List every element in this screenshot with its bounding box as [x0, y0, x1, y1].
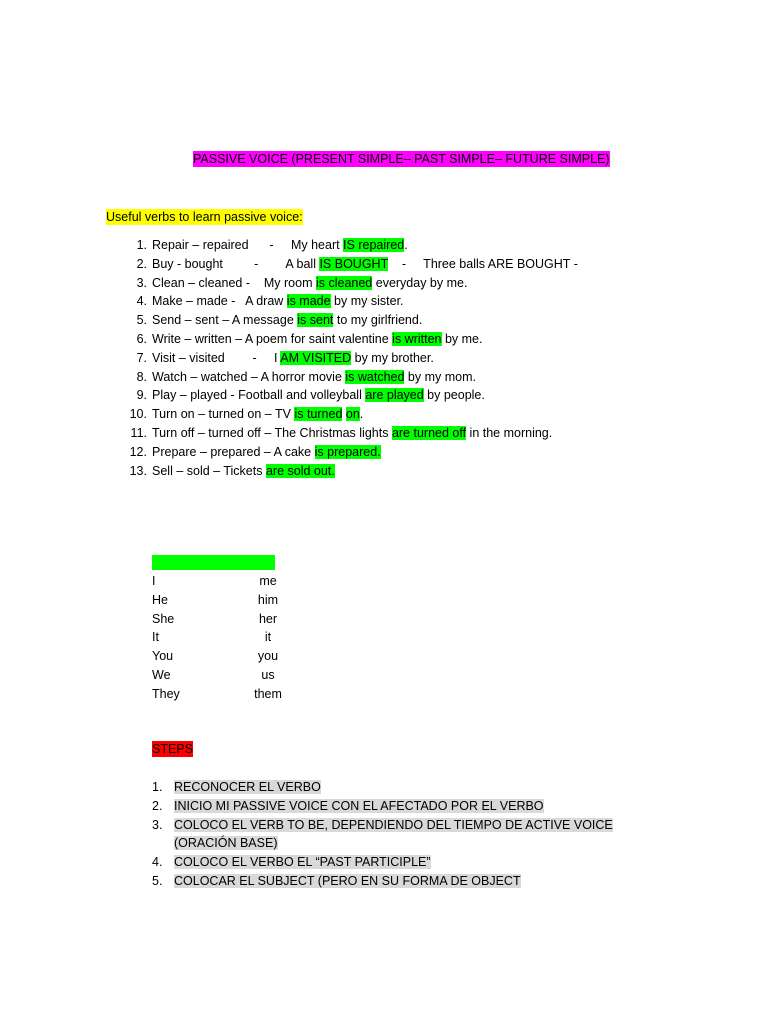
pronoun-row	[152, 685, 352, 704]
step-text: RECONOCER EL VERBO	[174, 780, 321, 794]
subject-pronoun: I	[152, 574, 156, 588]
step-text: COLOCO EL VERB TO BE, DEPENDIENDO DEL TIEMPO DE ACTIVE VOICE (ORACIÓN BASE)	[174, 817, 613, 851]
passive-verb-highlight: are sold out.	[265, 463, 335, 478]
verb-sentence	[152, 443, 381, 462]
sentence-text: .	[359, 407, 364, 422]
sentence-text: in the morning.	[466, 425, 553, 440]
step-text-wrapper	[174, 797, 644, 816]
step-item	[0, 816, 768, 854]
passive-verb-highlight: is turned	[294, 407, 343, 422]
verb-sentence	[152, 405, 363, 424]
pronoun-row	[152, 666, 352, 685]
verb-sentence	[152, 386, 485, 405]
object-pronoun: it	[264, 630, 272, 645]
verb-list-item	[0, 330, 768, 349]
list-number: 10.	[129, 407, 147, 422]
passive-verb-highlight: is watched	[345, 369, 405, 384]
step-number: 4.	[152, 855, 163, 870]
verb-sentence	[152, 368, 476, 387]
verb-list-item	[0, 405, 768, 424]
sentence-text: by my brother.	[351, 350, 434, 365]
object-pronoun: me	[259, 574, 277, 588]
pronoun-table	[152, 572, 352, 704]
verb-list	[0, 236, 768, 480]
passive-verb-highlight: is written	[392, 331, 442, 346]
verb-sentence	[152, 311, 422, 330]
object-pronoun: them	[254, 686, 282, 701]
list-number: 1.	[136, 238, 147, 252]
subject-pronoun: He	[152, 592, 168, 607]
pronoun-row	[152, 647, 352, 666]
page-title: PASSIVE VOICE (PRESENT SIMPLE– PAST SIMPLE– FUTURE SIMPLE)	[193, 152, 610, 166]
steps-label: STEPS	[152, 742, 193, 756]
passive-verb-highlight: are turned off	[391, 425, 467, 440]
step-text-wrapper	[174, 872, 644, 891]
object-pronoun: her	[258, 611, 278, 626]
sentence-text: Clean – cleaned - My room	[152, 275, 316, 290]
steps-list	[0, 778, 768, 891]
verb-sentence	[152, 462, 335, 481]
step-number: 3.	[152, 817, 163, 832]
list-number: 8.	[136, 369, 147, 384]
passive-verb-highlight: is made	[286, 294, 331, 309]
verb-list-item	[0, 462, 768, 481]
subject-pronoun: It	[152, 630, 159, 645]
object-pronoun: him	[257, 592, 279, 607]
passive-verb-highlight: IS repaired	[343, 238, 405, 252]
step-item	[0, 872, 768, 891]
passive-verb-highlight: on	[345, 407, 360, 422]
subject-pronoun: They	[152, 686, 180, 701]
step-text-wrapper	[174, 778, 644, 797]
list-number: 9.	[136, 388, 147, 403]
pronoun-row	[152, 628, 352, 647]
sentence-text: to my girlfriend.	[333, 313, 423, 328]
verb-list-item	[0, 443, 768, 462]
pronoun-row	[152, 610, 352, 629]
subject-pronoun: We	[152, 667, 171, 682]
verb-list-item	[0, 368, 768, 387]
step-number: 2.	[152, 798, 163, 813]
sentence-text: by my sister.	[330, 294, 404, 309]
verb-sentence	[152, 349, 434, 368]
passive-verb-highlight: AM VISITED	[280, 350, 352, 365]
passive-verb-highlight: is sent	[297, 313, 334, 328]
passive-verb-highlight: is cleaned	[315, 275, 373, 290]
passive-verb-highlight: IS BOUGHT	[319, 256, 388, 271]
pronoun-row	[152, 591, 352, 610]
verb-list-item	[0, 292, 768, 311]
sentence-text: Visit – visited - I	[152, 350, 281, 365]
verb-sentence	[152, 292, 404, 311]
sentence-text: - Three balls ARE BOUGHT -	[387, 256, 578, 271]
step-text-wrapper	[174, 853, 644, 872]
passive-verb-highlight: are played	[365, 388, 424, 403]
sentence-text: Sell – sold – Tickets	[152, 463, 266, 478]
sentence-text: by me.	[441, 331, 483, 346]
list-number: 5.	[136, 313, 147, 328]
verb-list-item	[0, 236, 768, 255]
subject-pronoun: You	[152, 649, 174, 664]
step-item	[0, 797, 768, 816]
sentence-text: everyday by me.	[372, 275, 468, 290]
sentence-text: Turn on – turned on – TV	[152, 407, 295, 422]
verb-list-item	[0, 274, 768, 293]
sentence-text: Buy - bought - A ball	[152, 256, 320, 271]
verb-list-item	[0, 386, 768, 405]
verb-list-item	[0, 349, 768, 368]
step-item	[0, 778, 768, 797]
step-text: INICIO MI PASSIVE VOICE CON EL AFECTADO POR EL VERBO	[174, 798, 544, 813]
sentence-text: .	[404, 238, 408, 252]
verb-list-item	[0, 424, 768, 443]
step-text-wrapper	[174, 816, 644, 854]
sentence-text: Play – played - Football and volleyball	[152, 388, 366, 403]
verb-sentence	[152, 255, 578, 274]
sentence-text: Send – sent – A message	[152, 313, 298, 328]
sentence-text: Repair – repaired - My heart	[152, 238, 344, 252]
sentence-text: Write – written – A poem for saint valentine	[152, 331, 393, 346]
sentence-text: Make – made - A draw	[152, 294, 287, 309]
verb-list-item	[0, 311, 768, 330]
list-number: 3.	[136, 275, 147, 290]
verb-sentence	[152, 236, 408, 255]
step-item	[0, 853, 768, 872]
step-number: 5.	[152, 873, 163, 888]
list-number: 11.	[130, 425, 147, 440]
sentence-text: Watch – watched – A horror movie	[152, 369, 346, 384]
verb-sentence	[152, 330, 483, 349]
section-subtitle: Useful verbs to learn passive voice:	[106, 210, 303, 224]
pronoun-row	[152, 572, 352, 591]
list-number: 2.	[136, 256, 147, 271]
verb-sentence	[152, 274, 467, 293]
object-pronoun: us	[261, 667, 275, 682]
list-number: 6.	[136, 331, 147, 346]
list-number: 4.	[136, 294, 147, 309]
step-number: 1.	[152, 780, 163, 794]
table-header-highlight	[152, 555, 275, 570]
step-text: COLOCAR EL SUBJECT (PERO EN SU FORMA DE OBJECT	[174, 873, 521, 888]
sentence-text: Turn off – turned off – The Christmas lights	[152, 425, 392, 440]
list-number: 12.	[129, 444, 147, 459]
subject-pronoun: She	[152, 611, 175, 626]
step-text: COLOCO EL VERBO EL “PAST PARTICIPLE”	[174, 855, 431, 870]
verb-sentence	[152, 424, 552, 443]
list-number: 13.	[129, 463, 147, 478]
sentence-text: by my mom.	[404, 369, 476, 384]
verb-list-item	[0, 255, 768, 274]
sentence-text: Prepare – prepared – A cake	[152, 444, 315, 459]
list-number: 7.	[136, 350, 147, 365]
object-pronoun: you	[257, 649, 279, 664]
passive-verb-highlight: is prepared.	[314, 444, 381, 459]
sentence-text: by people.	[423, 388, 485, 403]
